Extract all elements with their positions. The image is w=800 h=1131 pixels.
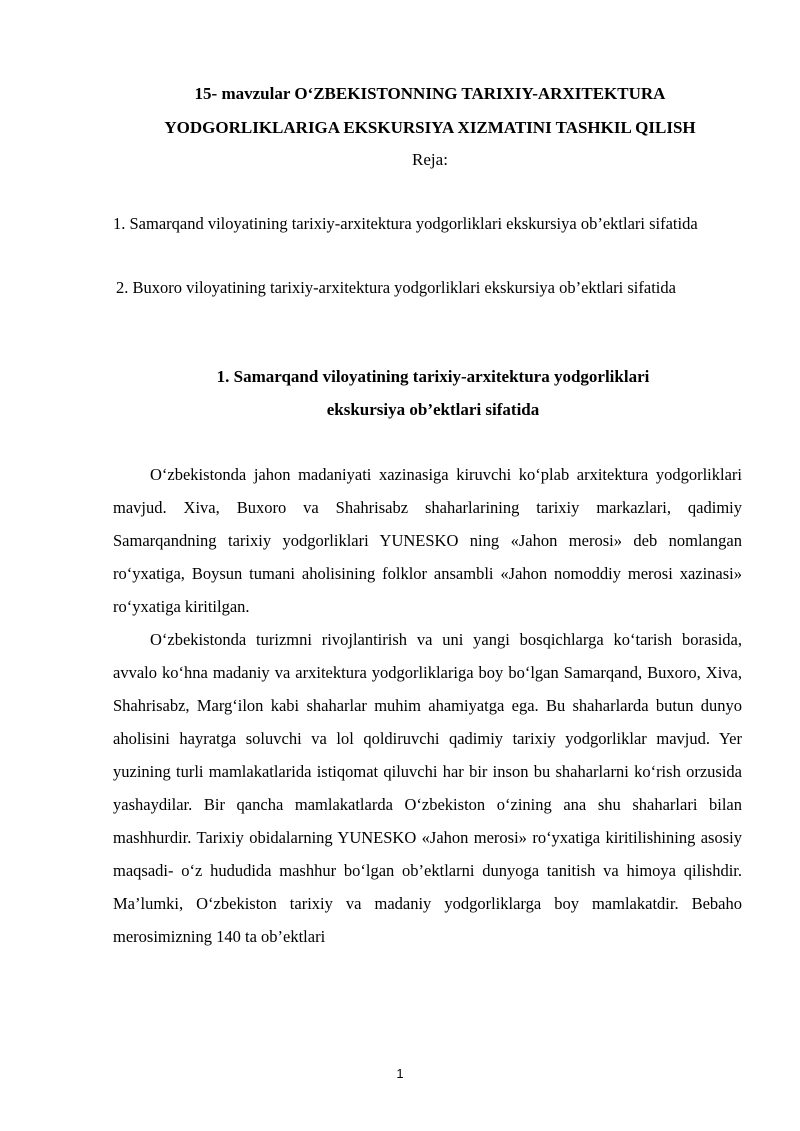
plan-item-1: 1. Samarqand viloyatining tarixiy-arxitektura yodgorliklari ekskursiya ob’ektlari sifatida (113, 214, 698, 233)
section-body (113, 458, 742, 953)
plan-item-2: 2. Buxoro viloyatining tarixiy-arxitektura yodgorliklari ekskursiya ob’ektlari sifatida (116, 278, 676, 297)
document-title-line-1: 15- mavzular O‘ZBEKISTONNING TARIXIY-ARXITEKTURA (194, 84, 666, 103)
body-paragraph: O‘zbekistonda jahon madaniyati xazinasiga kiruvchi ko‘plab arxitektura yodgorliklari mavjud. Xiva, Buxoro va Shahrisabz shaharlarining tarixiy markazlari, qadimiy Samarqandning tarixiy yodgorliklari YUNESKO ning «Jahon merosi» deb nomlangan ro‘yxatiga, Boysun tumani aholisining folklor ansambli «Jahon nomoddiy merosi xazinasi» ro‘yxatiga kiritilgan. (113, 465, 742, 616)
section-heading-line-1: 1. Samarqand viloyatining tarixiy-arxitektura yodgorliklari (216, 367, 650, 386)
plan-heading: Reja: (412, 150, 448, 169)
page-number: 1 (396, 1066, 404, 1081)
document-title-line-2: YODGORLIKLARIGA EKSKURSIYA XIZMATINI TASHKIL QILISH (164, 118, 696, 137)
body-paragraph: O‘zbekistonda turizmni rivojlantirish va uni yangi bosqichlarga ko‘tarish borasida, avvalo ko‘hna madaniy va arxitektura yodgorliklariga boy bo‘lgan Samarqand, Buxoro, Xiva, Shahrisabz, Marg‘ilon kabi shaharlar muhim ahamiyatga ega. Bu shaharlarda butun dunyo aholisini hayratga soluvchi va lol qoldiruvchi qadimiy tarixiy yodgorliklar mavjud. Yer yuzining turli mamlakatlarida istiqomat qiluvchi har bir inson bu shaharlarni ko‘rish orzusida yashaydilar. Bir qancha mamlakatlarda O‘zbekiston o‘zining ana shu shaharlari bilan mashhurdir. Tarixiy obidalarning YUNESKO «Jahon merosi» ro‘yxatiga kiritilishining asosiy maqsadi- o‘z hududida mashhur bo‘lgan ob’ektlarni dunyoga tanitish va himoya qilishdir. Ma’lumki, O‘zbekiston tarixiy va madaniy yodgorliklarga boy mamlakatdir. Bebaho merosimizning 140 ta ob’ektlari (113, 630, 742, 946)
section-heading-line-2: ekskursiya ob’ektlari sifatida (326, 400, 540, 419)
